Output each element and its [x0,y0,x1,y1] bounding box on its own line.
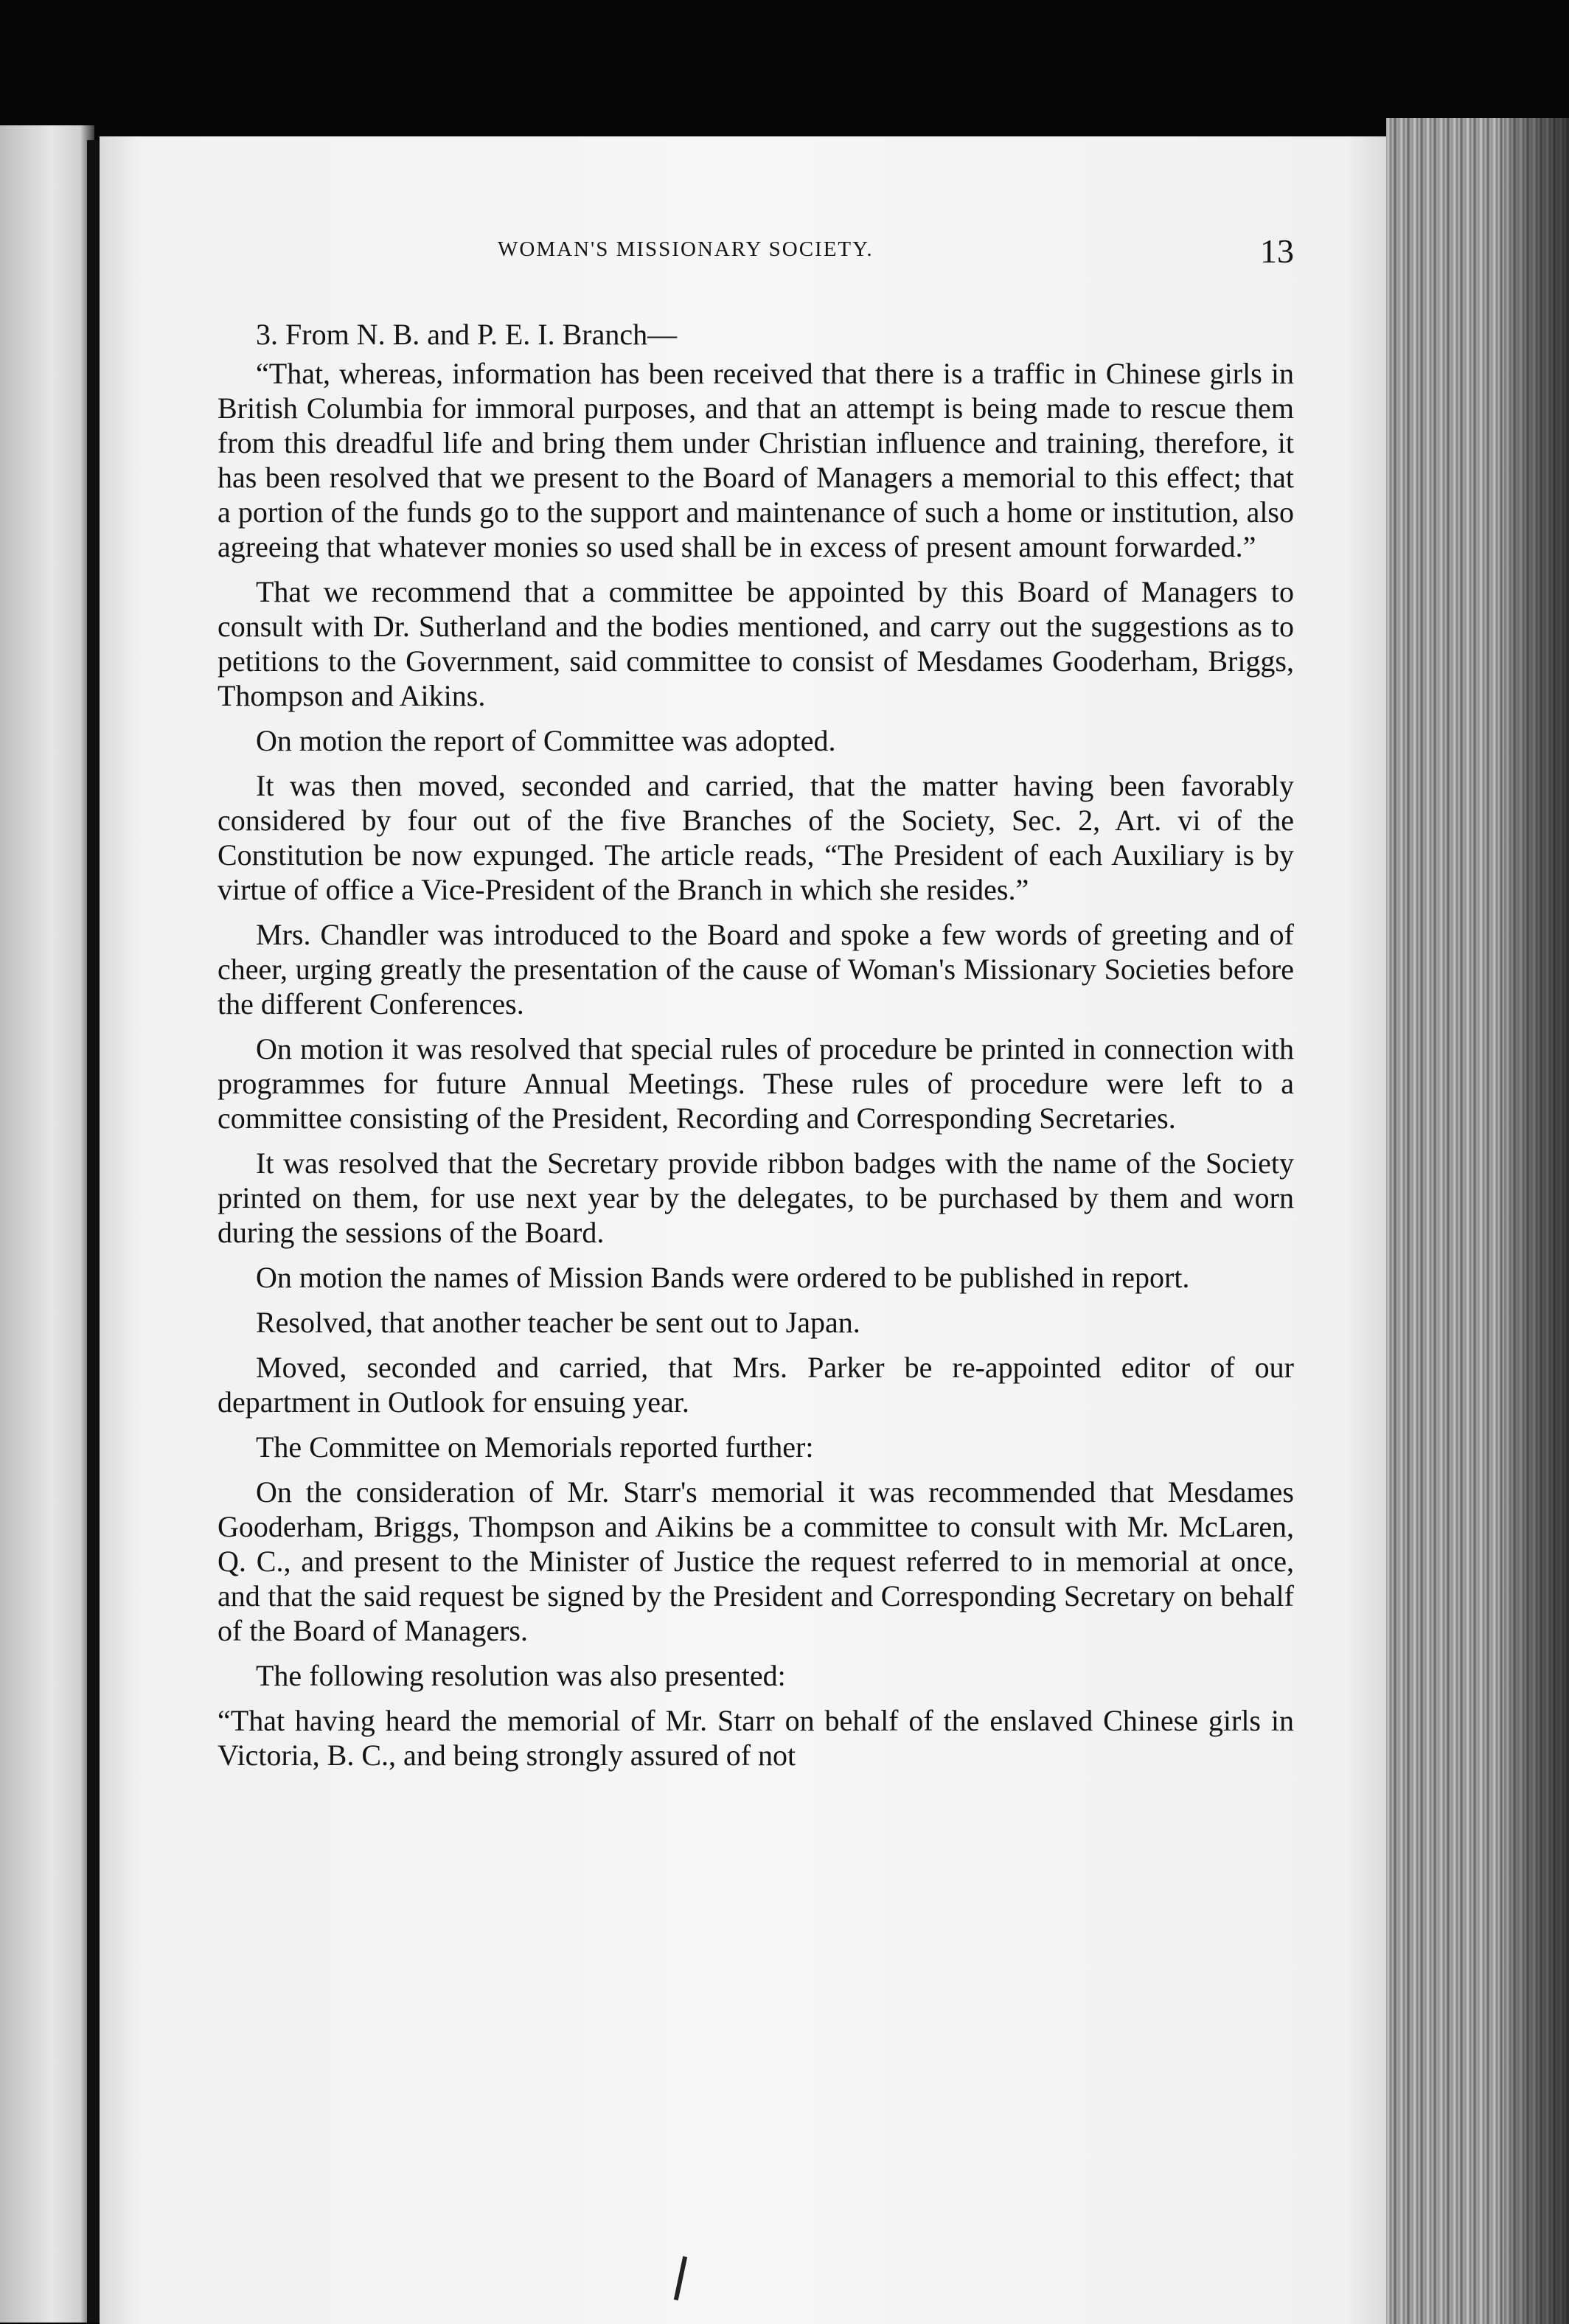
paragraph-resolution-text: “That having heard the memorial of Mr. Starr on behalf of the enslaved Chinese girls in Victoria, B. C., and being strongly assured of not [218,1704,1294,1772]
page-edges-shadow [1504,118,1569,2324]
running-title: WOMAN'S MISSIONARY SOCIETY. [498,237,874,261]
paragraph-constitution-amendment: It was then moved, seconded and carried, that the matter having been favorably considered by four out of the five Branches of the Society, Sec. 2, Art. vi of the Constitution be now expunged. The article reads, “The President of each Auxiliary is by virtue of office a Vice-President of the Branch in which she resides.” [218,769,1294,906]
paragraph-committee-recommendation: That we recommend that a committee be appointed by this Board of Managers to consult with Dr. Sutherland and the bodies mentioned, and carry out the suggestions as to petitions to the Government, said committee to consist of Mesdames Gooderham, Briggs, Thompson and Aikins. [218,575,1294,712]
paragraph-resolution-presented: The following resolution was also presented: [256,1659,786,1692]
paragraph-ribbon-badges: It was resolved that the Secretary provide ribbon badges with the name of the Society printed on them, for use next year by the delegates, to be purchased by them and worn during the sessions of the Board. [218,1147,1294,1249]
paragraph-teacher-japan: Resolved, that another teacher be sent out to Japan. [256,1306,860,1339]
page-body [218,317,1294,1783]
paragraph-editor-reappointed: Moved, seconded and carried, that Mrs. Parker be re-appointed editor of our department in Outlook for ensuing year. [218,1351,1294,1419]
paragraph-report-adopted: On motion the report of Committee was adopted. [256,724,836,757]
facing-page-edge [0,125,94,2323]
page-number: 13 [1260,232,1294,270]
paragraph-branch-memorial: “That, whereas, information has been received that there is a traffic in Chinese girls in British Columbia for immoral purposes, and that an attempt is being made to rescue them from this dreadful life and bring them under Christian influence and training, therefore, it has been resolved that we present to the Board of Managers a memorial to this effect; that a portion of the funds go to the support and maintenance of such a home or institution, also agreeing that whatever monies so used shall be in excess of present amount forwarded.” [218,357,1294,563]
paragraph-mission-bands: On motion the names of Mission Bands were ordered to be published in report. [256,1261,1190,1294]
paragraph-mrs-chandler: Mrs. Chandler was introduced to the Board and spoke a few words of greeting and of cheer, urging greatly the presentation of the cause of Woman's Missionary Societies before the different Conferences. [218,918,1294,1020]
page-header [218,232,1294,282]
paragraph-branch-heading: 3. From N. B. and P. E. I. Branch— [256,318,678,351]
paragraph-starr-memorial: On the consideration of Mr. Starr's memorial it was recommended that Mesdames Gooderham, Briggs, Thompson and Aikins be a committee to consult with Mr. McLaren, Q. C., and present to the Minister of Justice the request referred to in memorial at once, and that the said request be signed by the President and Corresponding Secretary on behalf of the Board of Managers. [218,1475,1294,1647]
paragraph-rules-of-procedure: On motion it was resolved that special rules of procedure be printed in connection with programmes for future Annual Meetings. These rules of procedure were left to a committee consisting of the President, Recording and Corresponding Secretaries. [218,1032,1294,1135]
paragraph-memorials-report: The Committee on Memorials reported further: [256,1430,814,1464]
